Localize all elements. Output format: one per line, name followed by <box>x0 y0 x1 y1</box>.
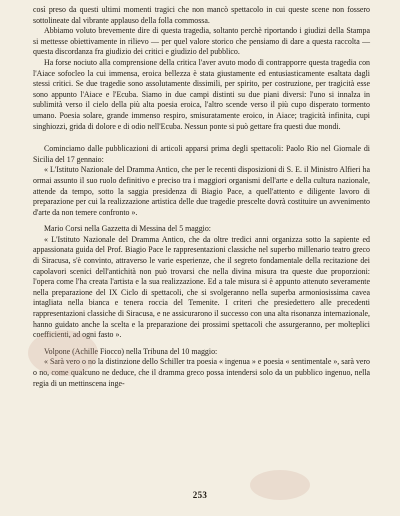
quote-tribuna: « Sarà vero o no la distinzione dello Schiller tra poesia « ingenua » e poesia « sentimentale », sarà vero o no, come qualcuno ne deduce, che il dramma greco possa intendersi solo da un pubblico ingenuo, nella regia di un mettinscena inge- <box>33 357 370 388</box>
paragraph-aiace-ecuba-comparison: Ha forse nociuto alla comprensione della critica l'aver avuto modo di contrapporre questa tragedia con l'Aiace sofocleo la cui immensa, eroica bellezza è stata giustamente ed entusiasticamente esaltata dagli stessi critici. Se due tragedie sono assolutamente dissimili, per spirito, per costruzione, per tragicità esse sono appunto l'Aiace e l'Ecuba. Siamo in due campi distinti su due piani diversi: l'uno si innalza in sublimità verso il cielo della più alta poesia eroica, l'altro scende verso il più cupo disperato tormento umano. Poesia solare, grande immenso respiro, smisuratamente eroico, in Aiace; tragicità infinita, cupi singhiozzi, grida di dolore e di odio nell'Ecuba. Nessun ponte si può gettare fra questi due mondi. <box>33 57 370 131</box>
quote-giornale-di-sicilia: « L'Istituto Nazionale del Dramma Antico, che per le recenti disposizioni di S. E. il Ministro Alfieri ha ormai assunto il suo ruolo definitivo e preciso tra i maggiori organismi dell'arte e della cultura nazionale, attende da tempo, sotto la saggia presidenza di Biagio Pace, a quell'attento e diligente lavoro di preparazione per cui la realizzazione artistica delle due tragedie prescelte dovrà costituire un avvenimento d'arte da non temere confronto ». <box>33 165 370 217</box>
quote-gazzetta-di-messina: « L'Istituto Nazionale del Dramma Antico, che da oltre tredici anni organizza sotto la sapiente ed appassionata guida del Prof. Biagio Pace le rappresentazioni classiche nel superbo millenario teatro greco di Siracusa, s'è convinto, attraverso le varie esperienze, che il segreto fondamentale della recitazione dei capolavori scenici dell'antichità non può trovarsi che nella divina misura tra queste due proporzioni: l'opera come l'ha creata l'artista e la sua realizzazione. Ed a tale misura si è appunto attenuto severamente nella preparazione del IX Ciclo di spettacoli, che si svolgeranno nella superba armoniosissima cavea intagliata nella bianca e tenera roccia del Temenite. I criteri che presiedettero alle precedenti rappresentazioni classiche di Siracusa, e ne assicurarono il successo con una alta risonanza internazionale, hanno guidato anche la scelta e la preparazione dei prossimi spettacoli che assurgeranno, per molteplici coefficienti, ad ogni fasto ». <box>33 234 370 340</box>
paragraph-press-intro: Cominciamo dalle pubblicazioni di articoli apparsi prima degli spettacoli: Paolo Rio nel Giornale di Sicilia del 17 gennaio: <box>33 144 370 164</box>
paragraph-volpone-intro: Volpone (Achille Fiocco) nella Tribuna del 10 maggio: <box>44 346 218 356</box>
paragraph-critics-discordance: Abbiamo voluto brevemente dire di questa tragedia, soltanto perchè riportando i giudizi della Stampa si mettesse obiettivamente in rilievo — per quel valore storico che pensiamo di dare a questa raccolta — questa discordanza fra giudizio dei critici e giudizio del pubblico. <box>33 26 370 57</box>
paragraph-closing-previous: così preso da questi ultimi momenti tragici che non mancò spettacolo in cui queste scene non fossero sottolineate dal vibrante applauso della folla commossa. <box>33 5 370 25</box>
page-number: 253 <box>192 490 208 500</box>
paragraph-corsi-intro: Mario Corsi nella Gazzetta di Messina del 5 maggio: <box>44 224 211 234</box>
